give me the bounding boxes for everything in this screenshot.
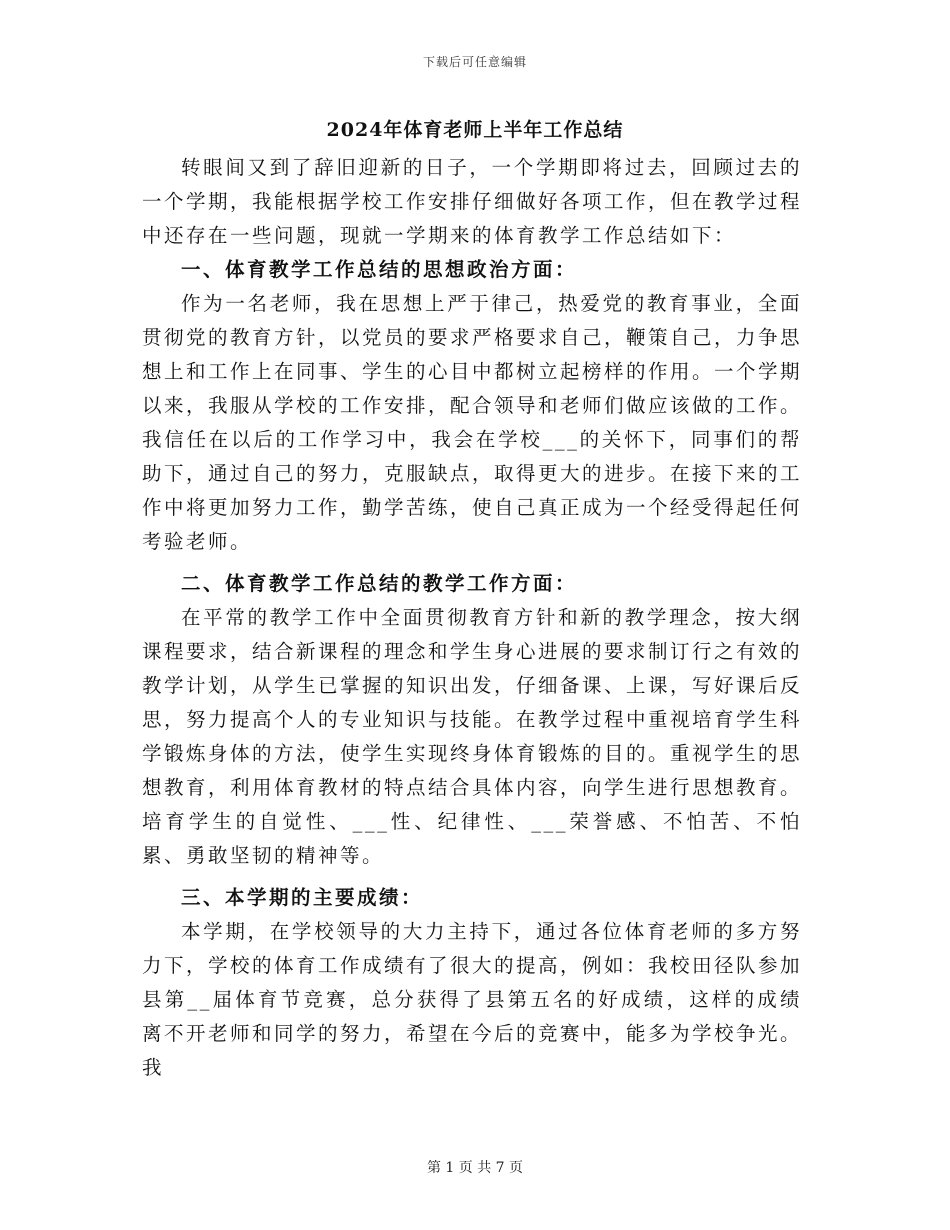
- intro-paragraph: 转眼间又到了辞旧迎新的日子，一个学期即将过去，回顾过去的一个学期，我能根据学校工作安排仔细做好各项工作，但在教学过程中还存在一些问题，现就一学期来的体育教学工作总结如下：: [142, 156, 803, 247]
- document-title: 2024年体育老师上半年工作总结: [326, 119, 624, 141]
- page-number-indicator: 第 1 页 共 7 页: [426, 1160, 524, 1176]
- section-heading-achievements: 三、本学期的主要成绩：: [181, 886, 424, 909]
- section-heading-ideology: 一、体育教学工作总结的思想政治方面：: [181, 258, 578, 281]
- section-heading-teaching: 二、体育教学工作总结的教学工作方面：: [181, 572, 578, 595]
- section-paragraph-achievements: 本学期，在学校领导的大力主持下，通过各位体育老师的多方努力下，学校的体育工作成绩有了很大的提高，例如：我校田径队参加县第__届体育节竞赛，总分获得了县第五名的好成绩，这样的成绩离不开老师和同学的努力，希望在今后的竞赛中，能多为学校争光。我: [142, 920, 803, 1079]
- section-paragraph-teaching: 在平常的教学工作中全面贯彻教育方针和新的教学理念，按大纲课程要求，结合新课程的理念和学生身心进展的要求制订行之有效的教学计划，从学生已掌握的知识出发，仔细备课、上课，写好课后反思，努力提高个人的专业知识与技能。在教学过程中重视培育学生科学锻炼身体的方法，使学生实现终身体育锻炼的目的。重视学生的思想教育，利用体育教材的特点结合具体内容，向学生进行思想教育。培育学生的自觉性、___性、纪律性、___荣誉感、不怕苦、不怕累、勇敢坚韧的精神等。: [142, 606, 803, 867]
- document-body: [142, 151, 802, 1085]
- page-header-note: 下载后可任意编辑: [422, 55, 527, 69]
- section-paragraph-ideology: 作为一名老师，我在思想上严于律己，热爱党的教育事业，全面贯彻党的教育方针，以党员的要求严格要求自己，鞭策自己，力争思想上和工作上在同事、学生的心目中都树立起榜样的作用。一个学期以来，我服从学校的工作安排，配合领导和老师们做应该做的工作。我信任在以后的工作学习中，我会在学校___的关怀下，同事们的帮助下，通过自己的努力，克服缺点，取得更大的进步。在接下来的工作中将更加努力工作，勤学苦练，使自己真正成为一个经受得起任何考验老师。: [142, 292, 803, 553]
